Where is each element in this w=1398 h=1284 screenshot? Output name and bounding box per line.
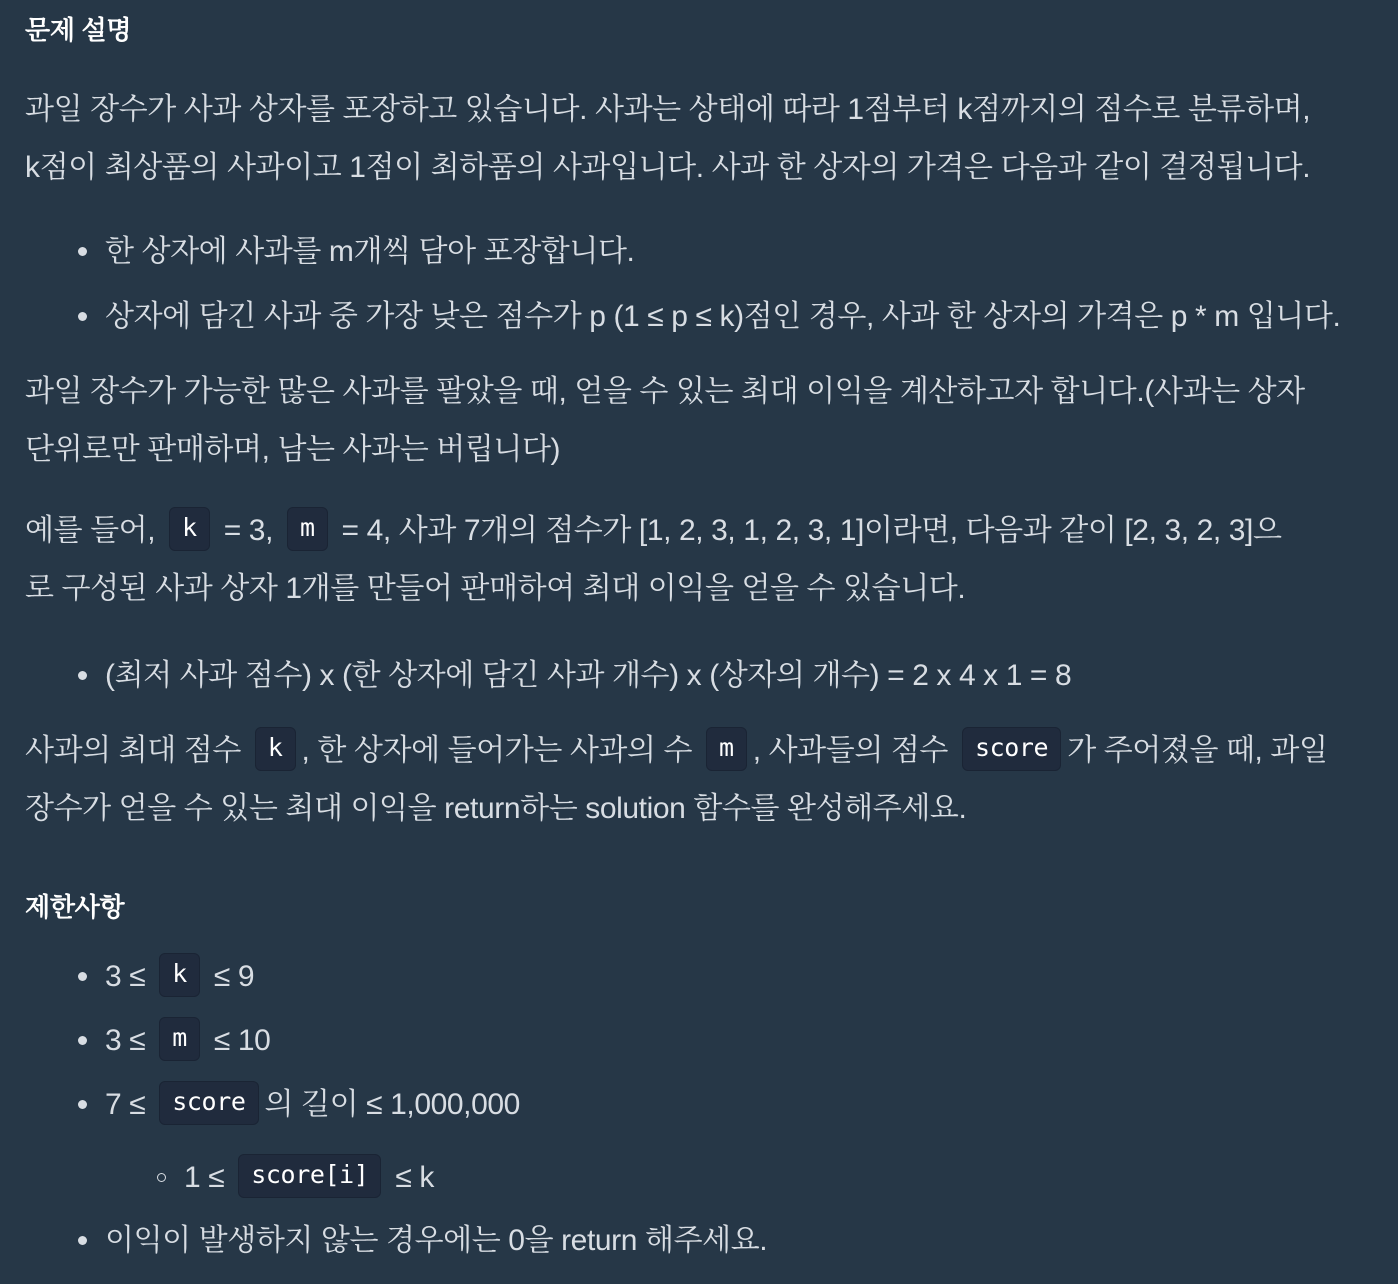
task-part-2: , 한 상자에 들어가는 사과의 수 <box>301 734 693 767</box>
intro-line-2: k점이 최상품의 사과이고 1점이 최하품의 사과입니다. 사과 한 상자의 가격은 다음과 같이 결정됩니다. <box>25 151 1311 184</box>
bullet-dot-icon <box>78 1100 87 1109</box>
constraint-2-post: ≤ 10 <box>213 1024 271 1057</box>
code-score: score <box>159 1081 258 1125</box>
example-line-2: 로 구성된 사과 상자 1개를 만들어 판매하여 최대 이익을 얻을 수 있습니다. <box>25 572 966 605</box>
constraint-3-post: 의 길이 ≤ 1,000,000 <box>264 1088 520 1121</box>
rule-text-1: 한 상자에 사과를 m개씩 담아 포장합니다. <box>105 235 635 268</box>
task-paragraph <box>25 722 1370 838</box>
intro-paragraph <box>25 81 1370 197</box>
rule-text-2: 상자에 담긴 사과 중 가장 낮은 점수가 p (1 ≤ p ≤ k)점인 경우, 사과 한 상자의 가격은 p * m 입니다. <box>105 300 1341 333</box>
constraint-3-pre: 7 ≤ <box>105 1088 146 1121</box>
constraint-item-4 <box>78 1219 767 1263</box>
goal-line-2: 단위로만 판매하며, 남는 사과는 버립니다) <box>25 433 561 466</box>
bullet-dot-icon <box>78 312 87 321</box>
task-part-4: 가 주어졌을 때, 과일 <box>1067 734 1328 767</box>
example-paragraph <box>25 502 1370 618</box>
bullet-dot-icon <box>78 1236 87 1245</box>
constraint-item-2 <box>78 1019 270 1064</box>
task-part-1: 사과의 최대 점수 <box>25 734 241 767</box>
task-part-3: , 사과들의 점수 <box>752 734 948 767</box>
code-m: m <box>706 727 747 771</box>
code-score: score <box>962 727 1061 771</box>
example-prefix: 예를 들어, <box>25 514 156 547</box>
code-m: m <box>159 1017 200 1061</box>
constraint-2-pre: 3 ≤ <box>105 1024 146 1057</box>
goal-paragraph <box>25 363 1370 479</box>
bullet-ring-icon <box>157 1173 166 1182</box>
goal-line-1: 과일 장수가 가능한 많은 사과를 팔았을 때, 얻을 수 있는 최대 이익을 계산하고자 합니다.(사과는 상자 <box>25 375 1305 408</box>
code-score-i: score[i] <box>238 1154 381 1198</box>
code-k: k <box>255 727 296 771</box>
bullet-dot-icon <box>78 671 87 680</box>
formula-item <box>78 654 1071 698</box>
bullet-dot-icon <box>78 247 87 256</box>
formula-text: (최저 사과 점수) x (한 상자에 담긴 사과 개수) x (상자의 개수) = 2 x 4 x 1 = 8 <box>105 659 1072 692</box>
bullet-dot-icon <box>78 1036 87 1045</box>
constraint-subitem-3-1 <box>157 1156 434 1201</box>
constraint-item-1 <box>78 955 254 1000</box>
constraint-1-pre: 3 ≤ <box>105 960 146 993</box>
example-rest: = 4, 사과 7개의 점수가 [1, 2, 3, 1, 2, 3, 1]이라면, 다음과 같이 [2, 3, 2, 3]으 <box>341 514 1282 547</box>
code-k: k <box>169 507 210 551</box>
rule-item-1 <box>78 230 634 274</box>
example-k-value: = 3, <box>223 514 274 547</box>
rule-item-2 <box>78 295 1340 339</box>
code-m: m <box>287 507 328 551</box>
example-line-1 <box>25 502 1370 560</box>
constraint-4-text: 이익이 발생하지 않는 경우에는 0을 return 해주세요. <box>105 1224 768 1257</box>
bullet-dot-icon <box>78 972 87 981</box>
intro-line-1: 과일 장수가 사과 상자를 포장하고 있습니다. 사과는 상태에 따라 1점부터 k점까지의 점수로 분류하며, <box>25 93 1311 126</box>
code-k: k <box>159 953 200 997</box>
constraint-1-post: ≤ 9 <box>213 960 255 993</box>
task-line-2: 장수가 얻을 수 있는 최대 이익을 return하는 solution 함수를 완성해주세요. <box>25 792 967 825</box>
constraint-item-3 <box>78 1083 520 1128</box>
constraint-3-sub-post: ≤ k <box>395 1161 434 1194</box>
constraints-heading: 제한사항 <box>25 892 125 922</box>
constraint-3-sub-pre: 1 ≤ <box>184 1161 225 1194</box>
task-line-1 <box>25 722 1370 780</box>
description-heading: 문제 설명 <box>25 15 132 45</box>
